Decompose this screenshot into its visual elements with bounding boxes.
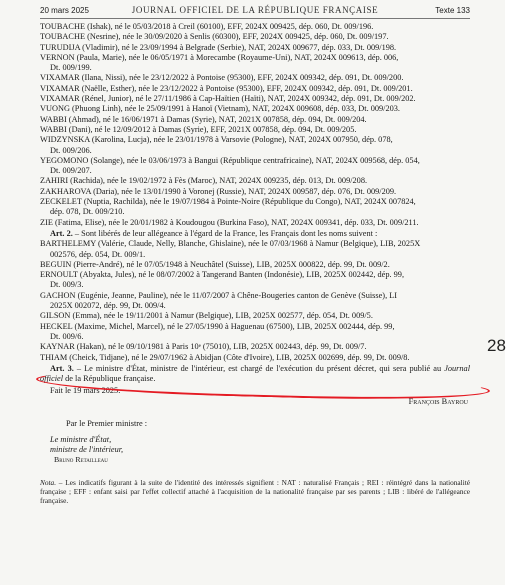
list-item xyxy=(40,197,470,218)
list-item xyxy=(40,94,470,104)
list-item xyxy=(40,104,470,114)
list-item xyxy=(40,187,470,197)
header-texte-number: Texte 133 xyxy=(435,6,470,15)
article-3-text-before: – Le ministre d'État, ministre de l'intérieur, est chargé de l'exécution du présent décret, qui sera publié au xyxy=(73,363,445,373)
list-item xyxy=(40,53,470,74)
article-3 xyxy=(40,364,470,385)
list-item-line: GILSON (Emma), née le 19/11/2001 à Namur (Belgique), LIB, 2025X 002577, dép. 054, Dt. 009/5. xyxy=(40,311,373,321)
list-item-line: BEGUIN (Pierre-André), né le 07/05/1948 à Neuchâtel (Suisse), LIB, 2025X 000822, dép. 99, Dt. 009/2. xyxy=(40,259,390,269)
header-journal-title: JOURNAL OFFICIEL DE LA RÉPUBLIQUE FRANÇAISE xyxy=(131,5,379,15)
nota-paragraph xyxy=(40,478,470,505)
fait-date: Fait le 19 mars 2025. xyxy=(50,386,121,396)
list-item-line: WABBI (Ahmad), né le 16/06/1971 à Damas (Syrie), NAT, 2021X 007858, dép. 094, Dt. 009/204. xyxy=(40,114,367,124)
list-item-line: VIXAMAR (Naëlle, Esther), née le 23/12/2022 à Pontoise (95300), EFF, 2024X 009342, dép. 091, Dt. 009/201. xyxy=(40,83,413,93)
list-item xyxy=(40,176,470,186)
list-item-line: VERNON (Paula, Marie), née le 06/05/1971 à Morecambe (Royaume-Uni), NAT, 2024X 009613, dép. 006, xyxy=(40,52,399,62)
list-item xyxy=(40,115,470,125)
list-item xyxy=(40,22,470,32)
article-3-text-after: de la République française. xyxy=(63,374,156,384)
ministre-title-line1: Le ministre d'État, xyxy=(50,435,112,445)
list-item-continuation: Dt. 009/207. xyxy=(50,166,92,176)
premier-ministre-line: Par le Premier ministre : xyxy=(66,418,148,428)
article-2-label: Art. 2. xyxy=(50,228,73,238)
list-item-line: BARTHELEMY (Valérie, Claude, Nelly, Blanche, Ghislaine), née le 07/03/1968 à Namur (Belgique), LIB, 2025X xyxy=(40,239,421,249)
list-item-continuation: 002576, dép. 054, Dt. 009/1. xyxy=(50,249,146,259)
list-item-line: ERNOULT (Abyakta, Jules), né le 08/07/2002 à Tangerand Banten (Indonésie), LIB, 2025X 002442, dép. 99, xyxy=(40,270,405,280)
margin-page-number: 28 xyxy=(487,336,506,355)
list-item-continuation: Dt. 009/6. xyxy=(50,331,84,341)
list-item-line: VIXAMAR (Ilana, Nissi), née le 23/12/2022 à Pontoise (95300), EFF, 2024X 009342, dép. 091, Dt. 009/200. xyxy=(40,73,404,83)
naturalisation-list xyxy=(40,22,470,228)
photo-margin xyxy=(505,0,526,585)
list-item xyxy=(40,291,470,312)
ministre-title-line2: ministre de l'intérieur, xyxy=(50,445,124,455)
list-item xyxy=(40,43,470,53)
list-item-line: ZAHIRI (Rachida), née le 19/02/1972 à Fès (Maroc), NAT, 2024X 009235, dép. 013, Dt. 009/208. xyxy=(40,176,368,186)
list-item-line: HECKEL (Maxime, Michel, Marcel), né le 27/05/1990 à Haguenau (67500), LIB, 2025X 002444, dép. 99, xyxy=(40,321,395,331)
list-item xyxy=(40,218,470,228)
list-item xyxy=(40,342,470,352)
list-item-line: TOUBACHE (Nesrine), née le 30/09/2020 à Senlis (60300), EFF, 2024X 009425, dép. 060, Dt. 009/197. xyxy=(40,32,389,42)
article-3-label: Art. 3. xyxy=(50,363,74,373)
list-item-continuation: 2025X 002072, dép. 99, Dt. 009/4. xyxy=(50,301,166,311)
list-item xyxy=(40,156,470,177)
signatory-name: François Bayrou xyxy=(408,396,468,406)
list-item xyxy=(40,239,470,260)
article-2-text: – Sont libérés de leur allégeance à l'égard de la France, les Français dont les noms suivent : xyxy=(72,228,378,238)
article-3-journal: Journal officiel xyxy=(40,363,470,384)
list-item-continuation: Dt. 009/3. xyxy=(50,280,84,290)
list-item-line: THIAM (Cheick, Tidjane), né le 29/07/1962 à Abidjan (Côte d'Ivoire), LIB, 2025X 002699, dép. 99, Dt. 009/8. xyxy=(40,352,410,362)
list-item-continuation: dép. 078, Dt. 009/210. xyxy=(50,207,125,217)
nota-text: – Les indicatifs figurant à la suite de l'identité des intéressés signifient : NAT : naturalisé Français ; REI : réintégré dans la nationalité française ; EFF : enfant saisi par l'effet collectif attaché à l'acquisition de la nationalité française par ses parents ; LIB : libéré de l'allégeance française. xyxy=(40,477,470,505)
list-item-continuation: Dt. 009/199. xyxy=(50,63,92,73)
list-item xyxy=(40,73,470,83)
list-item-line: WABBI (Dani), né le 12/09/2012 à Damas (Syrie), EFF, 2021X 007858, dép. 094, Dt. 009/205. xyxy=(40,124,357,134)
list-item-line: VIXAMAR (Rénel, Junior), né le 27/11/1986 à Cap-Haïtien (Haïti), NAT, 2024X 009342, dép. 091, Dt. 009/202. xyxy=(40,94,416,104)
list-item xyxy=(40,270,470,291)
list-item-line: KAYNAR (Hakan), né le 09/10/1981 à Paris 10ᵉ (75010), LIB, 2025X 002443, dép. 99, Dt. 009/7. xyxy=(40,342,367,352)
list-item-line: ZIE (Fatima, Elise), née le 20/01/1982 à Koudougou (Burkina Faso), NAT, 2024X 009341, dép. 033, Dt. 009/211. xyxy=(40,217,419,227)
list-item xyxy=(40,125,470,135)
list-item xyxy=(40,84,470,94)
list-item-line: WIDZYNSKA (Karolina, Lucja), née le 23/01/1978 à Varsovie (Pologne), NAT, 2024X 007950, dép. 078, xyxy=(40,135,393,145)
nota-label: Nota. xyxy=(40,477,57,487)
liberation-list xyxy=(40,239,470,363)
article-2 xyxy=(40,229,470,239)
list-item-line: ZAKHAROVA (Daria), née le 13/01/1990 à Voronej (Russie), NAT, 2024X 009587, dép. 076, Dt. 009/209. xyxy=(40,186,397,196)
list-item xyxy=(40,135,470,156)
list-item xyxy=(40,322,470,343)
list-item-line: YEGOMONO (Solange), née le 03/06/1973 à Bangui (République centrafricaine), NAT, 2024X 009568, dép. 054, xyxy=(40,155,420,165)
ministre-title xyxy=(50,435,470,455)
list-item-line: GACHON (Eugénie, Jeanne, Pauline), née le 11/07/2007 à Chêne-Bougeries canton de Genève (Suisse), LI xyxy=(40,290,398,300)
list-item xyxy=(40,32,470,42)
ministre-name: Bruno Retailleau xyxy=(54,455,108,465)
list-item xyxy=(40,353,470,363)
header-date: 20 mars 2025 xyxy=(40,6,89,15)
decree-body xyxy=(40,22,470,512)
list-item-line: TOUBACHE (Ishak), né le 05/03/2018 à Creil (60100), EFF, 2024X 009425, dép. 060, Dt. 009/196. xyxy=(40,22,374,31)
list-item xyxy=(40,260,470,270)
list-item-line: ZECKELET (Nuptia, Rachilda), née le 19/07/1984 à Pointe-Noire (République du Congo), NAT, 2024X 007824, xyxy=(40,197,416,207)
page-header xyxy=(40,5,470,19)
list-item-line: VUONG (Phuong Linh), née le 25/09/1991 à Hanoï (Vietnam), NAT, 2024X 009608, dép. 033, Dt. 009/203. xyxy=(40,104,400,114)
list-item-continuation: Dt. 009/206. xyxy=(50,145,92,155)
list-item-line: TURUDIJA (Vladimir), né le 23/09/1994 à Belgrade (Serbie), NAT, 2024X 009677, dép. 033, Dt. 009/198. xyxy=(40,42,397,52)
list-item xyxy=(40,311,470,321)
